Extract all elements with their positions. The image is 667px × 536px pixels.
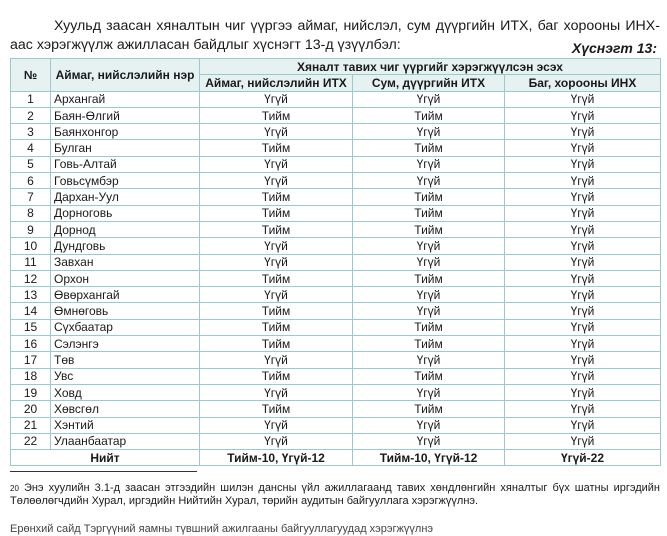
row-aimag-name: Булган [51, 140, 200, 156]
row-number: 14 [11, 303, 51, 319]
table-row [11, 336, 661, 352]
row-aimag-name: Завхан [51, 254, 200, 270]
row-soum-council: Тийм [353, 319, 505, 335]
row-aimag-name: Увс [51, 368, 200, 384]
row-bag-assembly: Үгүй [505, 189, 661, 205]
row-aimag-name: Ховд [51, 384, 200, 400]
row-number: 2 [11, 107, 51, 123]
header-soum-council: Сум, дүүргийн ИТХ [353, 75, 505, 91]
row-bag-assembly: Үгүй [505, 417, 661, 433]
row-soum-council: Үгүй [353, 433, 505, 449]
table-row [11, 368, 661, 384]
total-aimag-council: Тийм-10, Үгүй-12 [200, 450, 353, 466]
row-bag-assembly: Үгүй [505, 238, 661, 254]
row-soum-council: Үгүй [353, 254, 505, 270]
row-bag-assembly: Үгүй [505, 433, 661, 449]
footnote-text: Энэ хуулийн 3.1-д заасан этгээдийн шилэн дансны үйл ажиллагаанд тавих хөндлөнгийн хяналтыг бүх шатны иргэдийн Төлөөлөгчдийн Хурал, иргэдийн Нийтийн Хурал, төрийн аудитын байгууллага хэрэгжүүлнэ. [10, 482, 660, 507]
oversight-table [10, 58, 661, 466]
row-bag-assembly: Үгүй [505, 303, 661, 319]
row-aimag-name: Говьсүмбэр [51, 173, 200, 189]
row-aimag-council: Тийм [200, 107, 353, 123]
intro-paragraph: Хуульд заасан хяналтын чиг үүргээ аймаг, нийслэл, сум дүүргийн ИТХ, баг хорооны ИНХ-аас хэрэгжүүлж ажилласан байдлыг хүснэгт 13-д үзүүлбэл: [10, 18, 660, 54]
row-number: 22 [11, 433, 51, 449]
row-number: 4 [11, 140, 51, 156]
table-row [11, 417, 661, 433]
row-soum-council: Үгүй [353, 303, 505, 319]
row-bag-assembly: Үгүй [505, 270, 661, 286]
table-row [11, 303, 661, 319]
row-soum-council: Үгүй [353, 287, 505, 303]
row-number: 12 [11, 270, 51, 286]
row-bag-assembly: Үгүй [505, 401, 661, 417]
row-aimag-council: Тийм [200, 221, 353, 237]
row-bag-assembly: Үгүй [505, 384, 661, 400]
row-bag-assembly: Үгүй [505, 287, 661, 303]
row-aimag-name: Хөвсгөл [51, 401, 200, 417]
row-number: 19 [11, 384, 51, 400]
row-soum-council: Үгүй [353, 417, 505, 433]
row-bag-assembly: Үгүй [505, 368, 661, 384]
row-aimag-name: Орхон [51, 270, 200, 286]
row-aimag-name: Говь-Алтай [51, 156, 200, 172]
row-number: 16 [11, 336, 51, 352]
row-aimag-name: Өмнөговь [51, 303, 200, 319]
row-number: 13 [11, 287, 51, 303]
header-oversight-group: Хяналт тавих чиг үүргийг хэрэгжүүлсэн эсэх [200, 59, 661, 75]
row-bag-assembly: Үгүй [505, 140, 661, 156]
row-soum-council: Тийм [353, 140, 505, 156]
header-aimag-name: Аймаг, нийслэлийн нэр [51, 59, 200, 92]
table-row [11, 238, 661, 254]
table-row [11, 205, 661, 221]
row-number: 3 [11, 124, 51, 140]
row-aimag-council: Үгүй [200, 91, 353, 107]
footnote-divider [10, 471, 197, 472]
row-aimag-council: Үгүй [200, 417, 353, 433]
row-aimag-name: Баянхонгор [51, 124, 200, 140]
row-bag-assembly: Үгүй [505, 254, 661, 270]
row-aimag-council: Үгүй [200, 433, 353, 449]
row-number: 10 [11, 238, 51, 254]
table-row [11, 156, 661, 172]
row-aimag-council: Үгүй [200, 156, 353, 172]
row-soum-council: Үгүй [353, 156, 505, 172]
row-soum-council: Үгүй [353, 124, 505, 140]
row-soum-council: Тийм [353, 401, 505, 417]
row-soum-council: Үгүй [353, 384, 505, 400]
row-bag-assembly: Үгүй [505, 319, 661, 335]
row-soum-council: Тийм [353, 368, 505, 384]
row-number: 17 [11, 352, 51, 368]
row-aimag-council: Үгүй [200, 238, 353, 254]
row-aimag-name: Сүхбаатар [51, 319, 200, 335]
row-number: 7 [11, 189, 51, 205]
row-soum-council: Тийм [353, 189, 505, 205]
row-aimag-name: Төв [51, 352, 200, 368]
row-aimag-council: Тийм [200, 303, 353, 319]
row-aimag-council: Тийм [200, 205, 353, 221]
total-soum-council: Тийм-10, Үгүй-12 [353, 450, 505, 466]
row-aimag-name: Баян-Өлгий [51, 107, 200, 123]
header-bag-assembly: Баг, хорооны ИНХ [505, 75, 661, 91]
row-soum-council: Үгүй [353, 91, 505, 107]
table-row [11, 189, 661, 205]
row-aimag-council: Тийм [200, 140, 353, 156]
footnote-number: 20 [10, 484, 19, 493]
row-aimag-council: Тийм [200, 401, 353, 417]
row-aimag-council: Тийм [200, 368, 353, 384]
total-bag-assembly: Үгүй-22 [505, 450, 661, 466]
table-row [11, 352, 661, 368]
row-bag-assembly: Үгүй [505, 91, 661, 107]
row-aimag-name: Архангай [51, 91, 200, 107]
row-aimag-council: Үгүй [200, 352, 353, 368]
table-row [11, 221, 661, 237]
header-aimag-council: Аймаг, нийслэлийн ИТХ [200, 75, 353, 91]
row-aimag-name: Дорноговь [51, 205, 200, 221]
row-soum-council: Тийм [353, 205, 505, 221]
table-row [11, 319, 661, 335]
row-bag-assembly: Үгүй [505, 156, 661, 172]
total-label: Нийт [11, 450, 200, 466]
row-soum-council: Үгүй [353, 352, 505, 368]
row-soum-council: Тийм [353, 336, 505, 352]
table-row [11, 433, 661, 449]
row-aimag-council: Үгүй [200, 173, 353, 189]
row-soum-council: Үгүй [353, 173, 505, 189]
row-bag-assembly: Үгүй [505, 107, 661, 123]
footnote [10, 482, 660, 508]
row-number: 21 [11, 417, 51, 433]
row-soum-council: Тийм [353, 107, 505, 123]
table-row [11, 107, 661, 123]
row-number: 5 [11, 156, 51, 172]
row-aimag-council: Тийм [200, 336, 353, 352]
row-aimag-name: Дархан-Уул [51, 189, 200, 205]
row-number: 8 [11, 205, 51, 221]
row-number: 1 [11, 91, 51, 107]
row-aimag-name: Өвөрхангай [51, 287, 200, 303]
table-row [11, 140, 661, 156]
table-row [11, 124, 661, 140]
row-aimag-council: Үгүй [200, 124, 353, 140]
table-number-label: Хүснэгт 13: [571, 40, 657, 56]
row-number: 6 [11, 173, 51, 189]
row-bag-assembly: Үгүй [505, 124, 661, 140]
table-row [11, 254, 661, 270]
table-row [11, 287, 661, 303]
row-number: 9 [11, 221, 51, 237]
row-aimag-name: Улаанбаатар [51, 433, 200, 449]
table-row [11, 91, 661, 107]
row-aimag-council: Тийм [200, 270, 353, 286]
row-aimag-council: Үгүй [200, 384, 353, 400]
row-aimag-name: Сэлэнгэ [51, 336, 200, 352]
table-row [11, 270, 661, 286]
row-bag-assembly: Үгүй [505, 336, 661, 352]
row-number: 15 [11, 319, 51, 335]
row-number: 18 [11, 368, 51, 384]
row-aimag-name: Дорнод [51, 221, 200, 237]
row-soum-council: Тийм [353, 270, 505, 286]
table-row [11, 173, 661, 189]
row-aimag-council: Үгүй [200, 254, 353, 270]
row-soum-council: Тийм [353, 221, 505, 237]
row-number: 11 [11, 254, 51, 270]
clipped-text-line: Ерөнхий сайд Тэргүүний яамны түвшний ажилгааны байгууллагуудад хэрэгжүүлнэ [10, 523, 434, 535]
row-bag-assembly: Үгүй [505, 221, 661, 237]
header-number: № [11, 59, 51, 92]
table-row [11, 384, 661, 400]
table-row [11, 401, 661, 417]
row-aimag-council: Тийм [200, 319, 353, 335]
row-aimag-council: Тийм [200, 189, 353, 205]
row-number: 20 [11, 401, 51, 417]
row-aimag-council: Үгүй [200, 287, 353, 303]
row-bag-assembly: Үгүй [505, 173, 661, 189]
table-body [11, 91, 661, 450]
row-aimag-name: Дундговь [51, 238, 200, 254]
row-bag-assembly: Үгүй [505, 352, 661, 368]
row-aimag-name: Хэнтий [51, 417, 200, 433]
total-row [11, 450, 661, 466]
row-bag-assembly: Үгүй [505, 205, 661, 221]
row-soum-council: Үгүй [353, 238, 505, 254]
